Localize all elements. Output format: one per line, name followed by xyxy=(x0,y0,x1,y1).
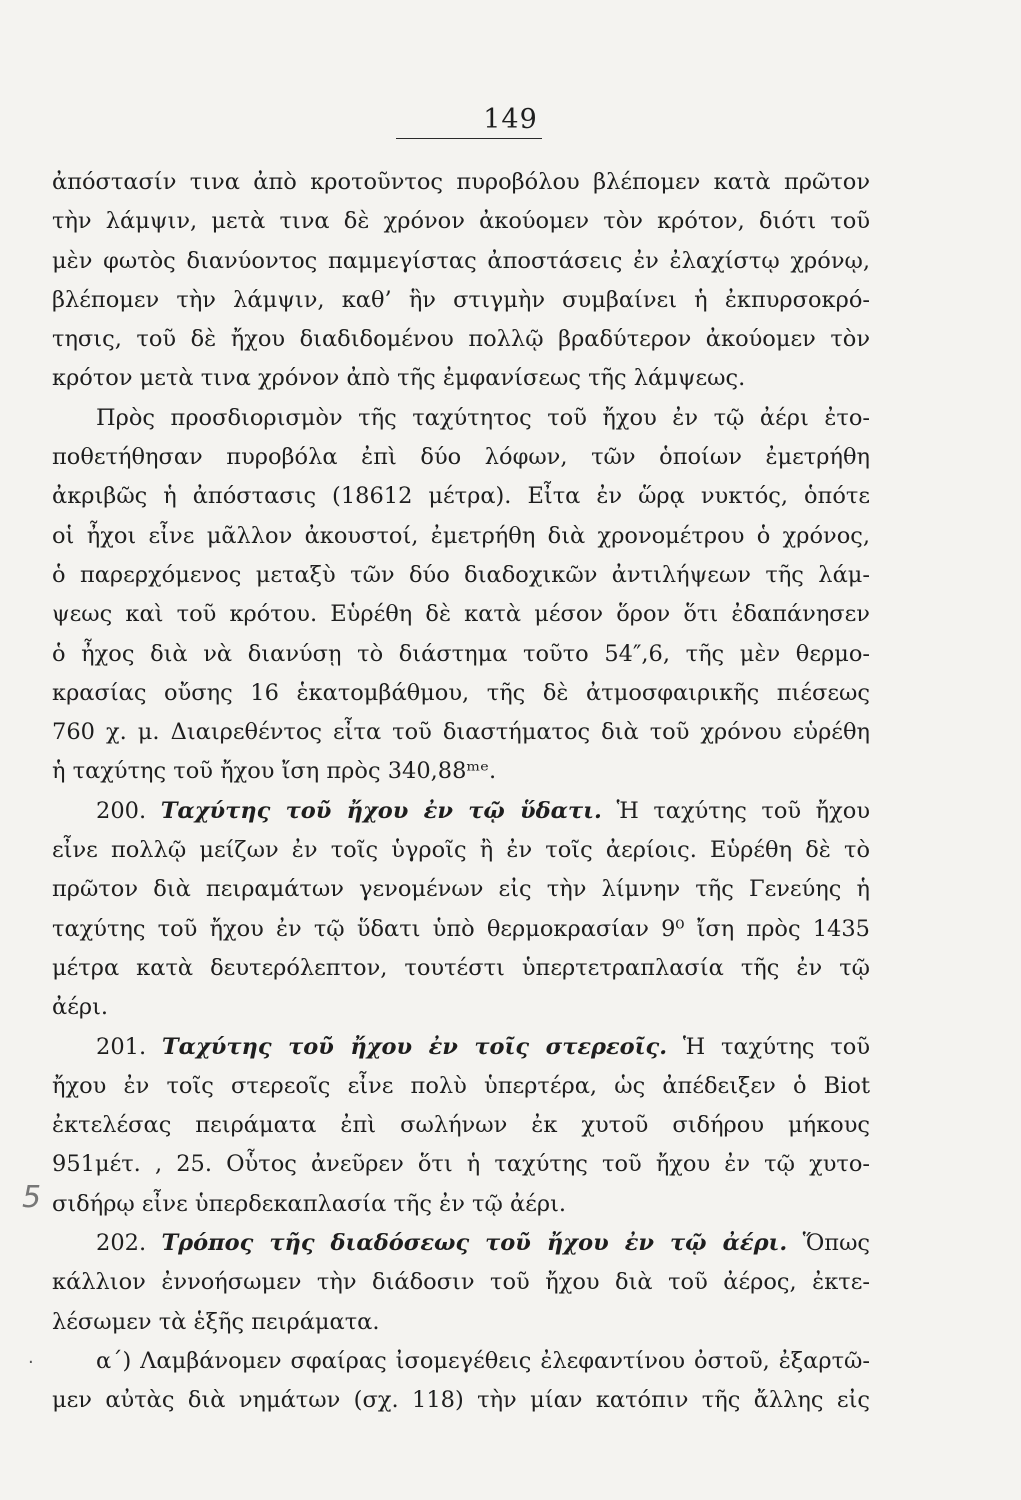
margin-handwritten-mark: 5 xyxy=(22,1180,42,1215)
text-line: ἀπόστασίν τινα ἀπὸ κροτοῦντος πυροβόλου βλέπομεν κατὰ πρῶτον xyxy=(52,169,870,195)
text-line: α΄) Λαμβάνομεν σφαίρας ἰσομεγέθεις ἐλεφαντίνου ὀστοῦ, ἐξαρτῶ- xyxy=(96,1347,870,1374)
text-line: ἀέρι. xyxy=(52,994,109,1021)
text-line: ψεως καὶ τοῦ κρότου. Εὑρέθη δὲ κατὰ μέσον ὅρον ὅτι ἐδαπάνησεν xyxy=(52,601,870,628)
text-line: ἀκριβῶς ἡ ἀπόστασις (18612 μέτρα). Εἶτα ἐν ὥρᾳ νυκτός, ὁπότε xyxy=(52,483,870,510)
section-heading-201: 201. Ταχύτης τοῦ ἤχου ἐν τοῖς στερεοῖς. Ἡ ταχύτης τοῦ xyxy=(96,1033,870,1060)
text-line: ποθετήθησαν πυροβόλα ἐπὶ δύο λόφων, τῶν ὁποίων ἐμετρήθη xyxy=(52,444,870,471)
text-line: σιδήρῳ εἶνε ὑπερδεκαπλασία τῆς ἐν τῷ ἀέρι. xyxy=(52,1190,567,1217)
text-line: βλέπομεν τὴν λάμψιν, καθ’ ἣν στιγμὴν συμβαίνει ἡ ἐκπυρσοκρό- xyxy=(52,286,870,313)
text-line: ὁ παρερχόμενος μεταξὺ τῶν δύο διαδοχικῶν ἀντιλήψεων τῆς λάμ- xyxy=(52,561,870,588)
page-number: 149 xyxy=(483,104,538,135)
text-line: οἱ ἦχοι εἶνε μᾶλλον ἀκουστοί, ἐμετρήθη διὰ χρονομέτρου ὁ χρόνος, xyxy=(52,522,870,549)
text-line: μέτρα κατὰ δευτερόλεπτον, τουτέστι ὑπερτετραπλασία τῆς ἐν τῷ xyxy=(52,954,870,981)
text-line: μεν αὐτὰς διὰ νημάτων (σχ. 118) τὴν μίαν κατόπιν τῆς ἄλλης εἰς xyxy=(52,1387,870,1414)
text-line: Πρὸς προσδιορισμὸν τῆς ταχύτητος τοῦ ἤχου ἐν τῷ ἀέρι ἐτο- xyxy=(96,404,870,431)
text-line: ἡ ταχύτης τοῦ ἤχου ἴση πρὸς 340,88ᵐᵉ. xyxy=(52,758,497,785)
section-heading-200: 200. Ταχύτης τοῦ ἤχου ἐν τῷ ὕδατι. Ἡ ταχύτης τοῦ ἤχου xyxy=(96,797,870,824)
body-text xyxy=(52,163,870,1421)
text-line: 760 χ. μ. Διαιρεθέντος εἶτα τοῦ διαστήματος διὰ τοῦ χρόνου εὑρέθη xyxy=(52,719,870,746)
text-line: λέσωμεν τὰ ἑξῆς πειράματα. xyxy=(52,1308,380,1335)
text-line: μὲν φωτὸς διανύοντος παμμεγίστας ἀποστάσεις ἐν ἐλαχίστῳ χρόνῳ, xyxy=(52,247,870,274)
text-line: ἤχου ἐν τοῖς στερεοῖς εἶνε πολὺ ὑπερτέρα, ὡς ἀπέδειξεν ὁ Biot xyxy=(52,1072,870,1099)
text-line: ἐκτελέσας πειράματα ἐπὶ σωλήνων ἐκ χυτοῦ σιδήρου μήκους xyxy=(52,1112,870,1139)
text-line: κάλλιον ἐννοήσωμεν τὴν διάδοσιν τοῦ ἤχου διὰ τοῦ ἀέρος, ἐκτε- xyxy=(52,1269,870,1296)
margin-dot-mark: . xyxy=(28,1347,34,1368)
text-line: πρῶτον διὰ πειραμάτων γενομένων εἰς τὴν λίμνην τῆς Γενεύης ἡ xyxy=(52,876,870,903)
section-heading-202: 202. Τρόπος τῆς διαδόσεως τοῦ ἤχου ἐν τῷ ἀέρι. Ὅπως xyxy=(96,1230,870,1257)
text-line: κρασίας οὔσης 16 ἑκατομβάθμου, τῆς δὲ ἀτμοσφαιρικῆς πιέσεως xyxy=(52,679,870,706)
text-line: 951μέτ. , 25. Οὗτος ἀνεῦρεν ὅτι ἡ ταχύτης τοῦ ἤχου ἐν τῷ χυτο- xyxy=(52,1151,870,1178)
header-rule xyxy=(396,138,542,139)
text-line: εἶνε πολλῷ μείζων ἐν τοῖς ὑγροῖς ἢ ἐν τοῖς ἀερίοις. Εὑρέθη δὲ τὸ xyxy=(52,837,870,864)
text-line: κρότον μετὰ τινα χρόνον ἀπὸ τῆς ἐμφανίσεως τῆς λάμψεως. xyxy=(52,365,746,392)
text-line: τὴν λάμψιν, μετὰ τινα δὲ χρόνον ἀκούομεν τὸν κρότον, διότι τοῦ xyxy=(52,208,870,235)
text-line: ταχύτης τοῦ ἤχου ἐν τῷ ὕδατι ὑπὸ θερμοκρασίαν 9⁰ ἴση πρὸς 1435 xyxy=(52,915,870,942)
text-line: τησις, τοῦ δὲ ἤχου διαδιδομένου πολλῷ βραδύτερον ἀκούομεν τὸν xyxy=(52,326,870,353)
text-line: ὁ ἦχος διὰ νὰ διανύσῃ τὸ διάστημα τοῦτο 54″,6, τῆς μὲν θερμο- xyxy=(52,640,870,667)
